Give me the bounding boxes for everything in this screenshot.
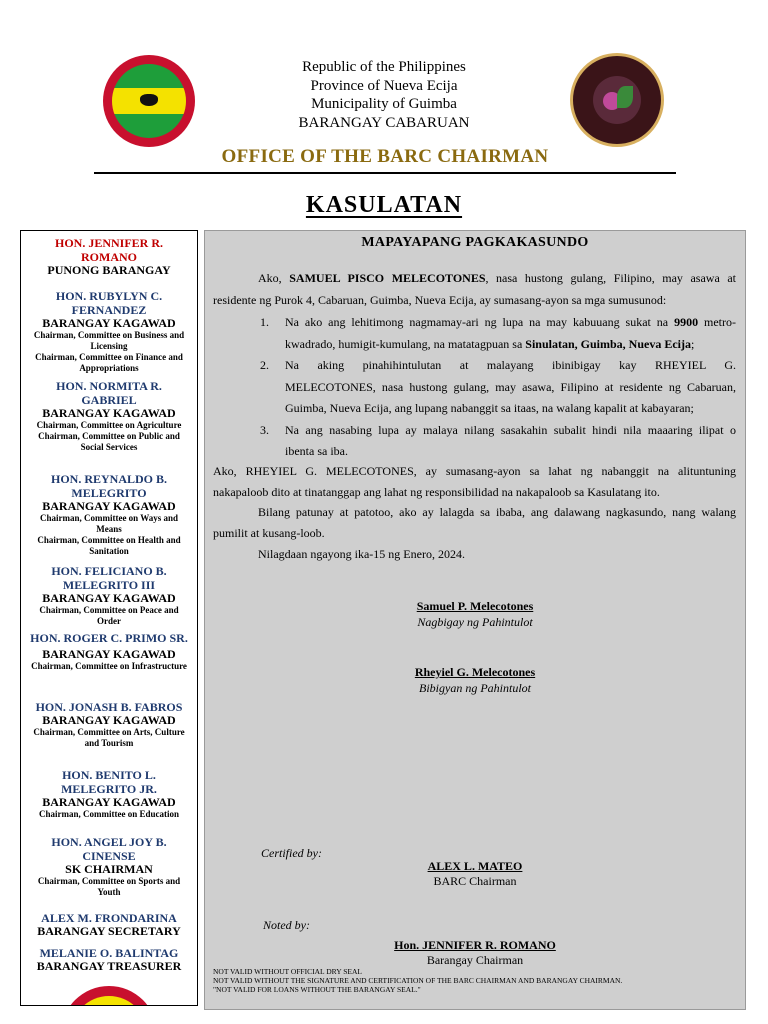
header-divider [94, 172, 676, 174]
date-line: Nilagdaan ngayong ika-15 ng Enero, 2024. [258, 547, 465, 561]
barangay-seal-left [103, 55, 195, 147]
official-name: HON. BENITO L. MELEGRITO JR. [61, 768, 157, 796]
official-entry [27, 911, 191, 938]
official-position: BARANGAY KAGAWAD [42, 316, 176, 330]
official-entry [27, 946, 191, 973]
official-name: HON. REYNALDO B. MELEGRITO [50, 472, 167, 500]
official-entry [27, 289, 191, 374]
official-position: BARANGAY TREASURER [36, 959, 182, 973]
signatory-2-name: Rheyiel G. Melecotones [414, 665, 536, 679]
signatory-1-name: Samuel P. Melecotones [416, 599, 534, 613]
official-name: HON. ANGEL JOY B. CINENSE [51, 835, 167, 863]
carabao-icon [140, 94, 158, 106]
official-committee: Chairman, Committee on Ways and Means [39, 513, 179, 534]
item2-line-3: Guimba, Nueva Ecija, ang lupang nabanggit sa itaas, na walang kapalit at kabayaran; [285, 401, 694, 415]
item1-line-2: kwadrado, humigit-kumulang, na matatagpuan sa Sinulatan, Guimba, Nueva Ecija; [285, 337, 695, 351]
item-number: 3. [260, 423, 269, 437]
official-committee: Chairman, Committee on Peace and Order [39, 605, 179, 626]
item1-line-1: Na ako ang lehitimong nagmamay-ari ng lupa na may kabuuang sukat na 9900 metro- [285, 315, 736, 329]
para2-line-2: nakapaloob dito at tinatanggap ang lahat ng responsibilidad na nakapaloob sa Kasulatang ito. [213, 485, 660, 499]
official-position: SK CHAIRMAN [65, 862, 153, 876]
item-number: 2. [260, 358, 269, 372]
official-committee: Chairman, Committee on Infrastructure [31, 661, 187, 671]
official-entry [27, 700, 191, 749]
official-committee: Chairman, Committee on Sports and Youth [37, 876, 181, 897]
item3-line-1: Na ang nasabing lupa ay malaya nilang sasakahin subalit hindi nila maaaring ilipat o [285, 423, 736, 437]
letterhead-line-1: Republic of the Philippines [302, 59, 466, 75]
letterhead [230, 58, 538, 132]
letterhead-line-2: Province of Nueva Ecija [310, 77, 458, 94]
para3-line-1: Bilang patunay at patotoo, ako ay lalagda sa ibaba, ang dalawang nagkasundo, nang walang [258, 505, 736, 519]
official-entry [27, 472, 191, 557]
official-name: MELANIE O. BALINTAG [39, 946, 179, 960]
official-name: ALEX M. FRONDARINA [41, 911, 177, 925]
official-name: HON. FELICIANO B. MELEGRITO III [51, 564, 167, 592]
para3-line-2: pumilit at kusang-loob. [213, 526, 325, 540]
certifier-name: ALEX L. MATEO [427, 859, 523, 873]
certifier-role: BARC Chairman [433, 874, 517, 888]
official-position: BARANGAY KAGAWAD [42, 591, 176, 605]
item2-line-1: Na aking pinahihintulutan at malayang ibinibigay kay RHEYIEL G. [285, 358, 736, 372]
official-name: HON. JONASH B. FABROS [35, 700, 183, 714]
barangay-seal-right [570, 53, 664, 147]
signatory-1-role: Nagbigay ng Pahintulot [417, 615, 533, 629]
para2-line-1: Ako, RHEYIEL G. MELECOTONES, ay sumasang-ayon sa lahat ng nabanggit na alituntuning [213, 464, 736, 478]
official-committee: Chairman, Committee on Business and Licensing [33, 330, 185, 351]
official-entry [27, 379, 191, 453]
official-committee: Chairman, Committee on Agriculture [36, 420, 182, 430]
validity-note-1: NOT VALID WITHOUT OFFICIAL DRY SEAL [213, 967, 362, 976]
official-position: BARANGAY SECRETARY [37, 924, 181, 938]
validity-note-3: "NOT VALID FOR LOANS WITHOUT THE BARANGAY SEAL." [213, 985, 421, 994]
noter-name: Hon. JENNIFER R. ROMANO [394, 938, 556, 952]
letterhead-line-3: Municipality of Guimba [311, 96, 457, 112]
official-position: PUNONG BARANGAY [47, 263, 171, 277]
sidebar-seal [61, 986, 157, 1006]
noted-label: Noted by: [263, 918, 310, 932]
official-entry [27, 835, 191, 898]
official-entry [27, 236, 191, 277]
official-entry [27, 768, 191, 820]
agreement-panel [204, 230, 746, 1010]
agreement-heading: MAPAYAPANG PAGKAKASUNDO [361, 235, 589, 250]
item3-line-2: ibenta sa iba. [285, 444, 348, 458]
official-committee: Chairman, Committee on Health and Sanitation [37, 535, 181, 556]
official-position: BARANGAY KAGAWAD [42, 713, 176, 727]
office-title: OFFICE OF THE BARC CHAIRMAN [221, 146, 549, 167]
official-position: BARANGAY KAGAWAD [42, 499, 176, 513]
officials-sidebar [20, 230, 198, 1006]
validity-note-2: NOT VALID WITHOUT THE SIGNATURE AND CERTIFICATION OF THE BARC CHAIRMAN AND BARANGAY CHAIRMAN. [213, 976, 623, 985]
intro-line-2: residente ng Purok 4, Cabaruan, Guimba, Nueva Ecija, ay sumasang-ayon sa mga sumusunod: [213, 293, 667, 307]
official-position: BARANGAY KAGAWAD [42, 795, 176, 809]
leaf-icon [617, 86, 633, 108]
official-position: BARANGAY KAGAWAD [42, 647, 176, 661]
official-name: HON. JENNIFER R. ROMANO [54, 236, 163, 264]
document-title: KASULATAN [305, 192, 463, 218]
item-number: 1. [260, 315, 269, 329]
letterhead-line-4: BARANGAY CABARUAN [298, 114, 470, 131]
noter-role: Barangay Chairman [426, 953, 524, 967]
intro-line-1: Ako, SAMUEL PISCO MELECOTONES, nasa hustong gulang, Filipino, may asawa at [258, 271, 737, 285]
official-entry [27, 631, 191, 672]
official-position: BARANGAY KAGAWAD [42, 406, 176, 420]
official-committee: Chairman, Committee on Education [39, 809, 179, 819]
official-entry [27, 564, 191, 627]
item2-line-2: MELECOTONES, nasa hustong gulang, may asawa, Filipino at residente ng Cabaruan, [285, 380, 736, 394]
official-committee: Chairman, Committee on Finance and Appropriations [35, 352, 183, 373]
official-committee: Chairman, Committee on Arts, Culture and Tourism [33, 727, 185, 748]
signatory-2-role: Bibigyan ng Pahintulot [419, 681, 531, 695]
official-name: HON. ROGER C. PRIMO SR. [30, 631, 188, 645]
official-committee: Chairman, Committee on Public and Social Services [38, 431, 180, 452]
certified-label: Certified by: [261, 846, 322, 860]
official-name: HON. RUBYLYN C. FERNANDEZ [55, 289, 163, 317]
official-name: HON. NORMITA R. GABRIEL [56, 379, 162, 407]
